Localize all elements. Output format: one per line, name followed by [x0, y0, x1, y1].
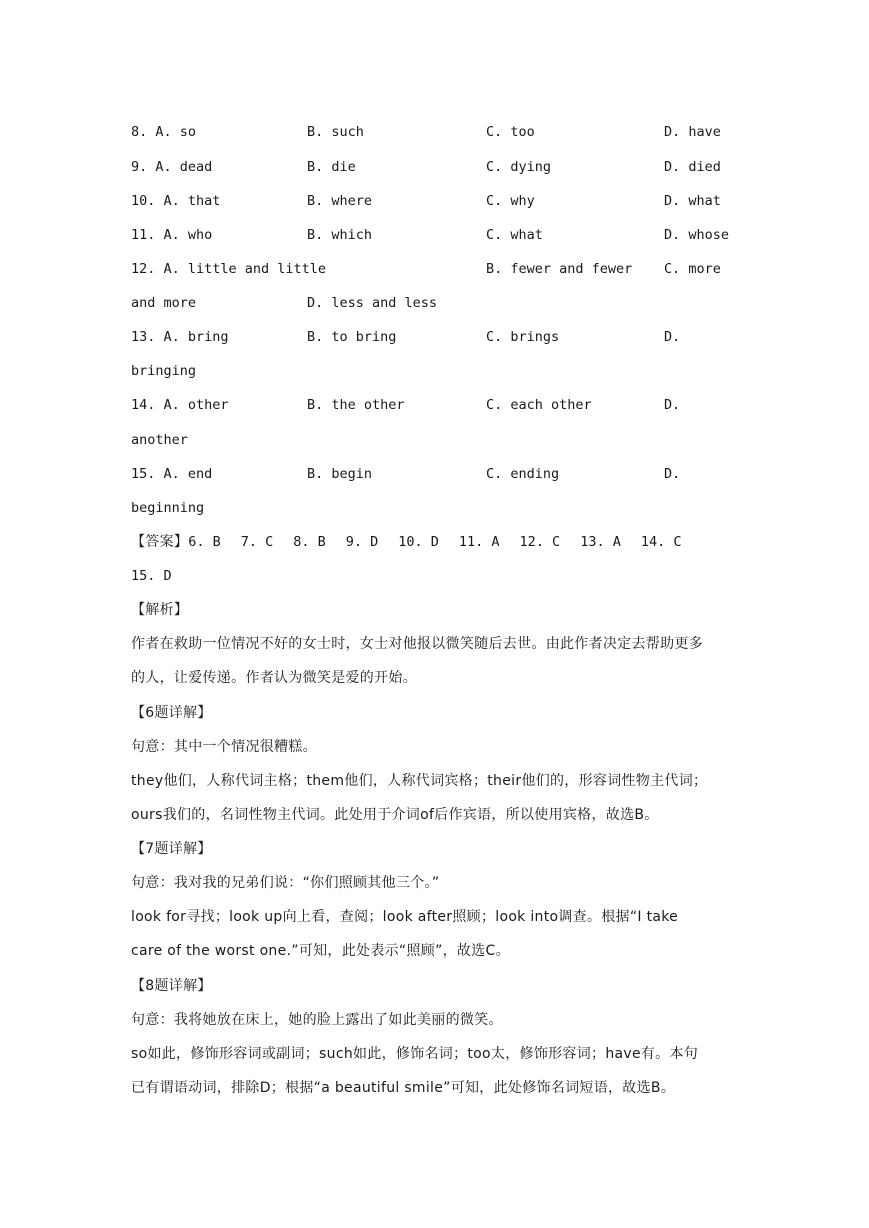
- option-q8-a: 8. A. so: [131, 124, 197, 140]
- q7-sentence-meaning: 句意：我对我的兄弟们说：“你们照顾其他三个。”: [131, 875, 440, 891]
- answer-item: 14. C: [640, 534, 682, 550]
- option-q8-d: D. have: [664, 124, 721, 140]
- q8-explanation-line: 已有谓语动词，排除D；根据“a beautiful smile”可知，此处修饰名词短语，故选B。: [131, 1080, 676, 1096]
- option-q12-d: D. less and less: [307, 295, 438, 311]
- answer-line-cont: [131, 565, 741, 587]
- option-row-q11: [131, 224, 741, 246]
- option-row-q14-cont: [131, 429, 741, 451]
- answer-item: 13. A: [580, 534, 621, 550]
- option-q10-b: B. where: [307, 193, 373, 209]
- option-row-q15: [131, 463, 741, 485]
- option-q14-b: B. the other: [307, 397, 405, 413]
- option-row-q9: [131, 156, 741, 178]
- analysis-heading: 【解析】: [131, 602, 189, 618]
- answer-item: 10. D: [398, 534, 439, 550]
- answer-line: [131, 531, 741, 553]
- answer-item: 6. B: [188, 534, 221, 550]
- q8-sentence-meaning: 句意：我将她放在床上，她的脸上露出了如此美丽的微笑。: [131, 1012, 503, 1028]
- option-q8-c: C. too: [486, 124, 535, 140]
- option-q15-d-cont: beginning: [131, 500, 205, 516]
- option-q8-b: B. such: [307, 124, 364, 140]
- analysis-text-line: 作者在救助一位情况不好的女士时，女士对他报以微笑随后去世。由此作者决定去帮助更多: [131, 636, 703, 652]
- option-q10-a: 10. A. that: [131, 193, 221, 209]
- option-q11-c: C. what: [486, 227, 543, 243]
- option-q13-d: D.: [664, 329, 681, 345]
- q8-detail-heading: 【8题详解】: [131, 978, 212, 994]
- option-row-q15-cont: [131, 497, 741, 519]
- option-q11-a: 11. A. who: [131, 227, 213, 243]
- option-q14-d-cont: another: [131, 432, 188, 448]
- option-q14-c: C. each other: [486, 397, 592, 413]
- q6-explanation-line: they他们，人称代词主格；them他们，人称代词宾格；their他们的，形容词性物主代词；: [131, 773, 708, 789]
- option-row-q8: [131, 121, 741, 143]
- option-q15-d: D.: [664, 466, 681, 482]
- option-q13-b: B. to bring: [307, 329, 397, 345]
- option-q14-d: D.: [664, 397, 681, 413]
- option-q9-a: 9. A. dead: [131, 159, 213, 175]
- q7-explanation-line: care of the worst one.”可知，此处表示“照顾”，故选C。: [131, 943, 510, 959]
- q8-explanation-line: so如此，修饰形容词或副词；such如此，修饰名词；too太，修饰形容词；have有。本句: [131, 1046, 699, 1062]
- option-q10-d: D. what: [664, 193, 721, 209]
- answer-item: 12. C: [519, 534, 561, 550]
- answer-item: 15. D: [131, 568, 172, 584]
- q6-explanation-line: ours我们的，名词性物主代词。此处用于介词of后作宾语，所以使用宾格，故选B。: [131, 807, 659, 823]
- option-row-q13-cont: [131, 360, 741, 382]
- option-q12-c-cont: and more: [131, 295, 197, 311]
- option-q10-c: C. why: [486, 193, 535, 209]
- option-q15-a: 15. A. end: [131, 466, 213, 482]
- answer-item: 7. C: [240, 534, 274, 550]
- option-q12-a: 12. A. little and little: [131, 261, 327, 277]
- option-q9-d: D. died: [664, 159, 721, 175]
- option-q15-c: C. ending: [486, 466, 560, 482]
- option-q12-b: B. fewer and fewer: [486, 261, 633, 277]
- option-q15-b: B. begin: [307, 466, 373, 482]
- option-row-q10: [131, 190, 741, 212]
- option-q9-c: C. dying: [486, 159, 552, 175]
- option-q9-b: B. die: [307, 159, 356, 175]
- analysis-text-line: 的人，让爱传递。作者认为微笑是爱的开始。: [131, 670, 417, 686]
- option-row-q14: [131, 394, 741, 416]
- q7-detail-heading: 【7题详解】: [131, 841, 212, 857]
- option-row-q12: [131, 258, 741, 280]
- option-row-q12-cont: [131, 292, 741, 314]
- answer-label: 【答案】: [131, 534, 189, 550]
- option-q11-d: D. whose: [664, 227, 730, 243]
- answer-item: 8. B: [293, 534, 326, 550]
- answer-item: 9. D: [345, 534, 379, 550]
- option-q13-a: 13. A. bring: [131, 329, 229, 345]
- answer-item: 11. A: [458, 534, 500, 550]
- q7-explanation-line: look for寻找；look up向上看，查阅；look after照顾；look into调查。根据“I take: [131, 909, 679, 925]
- q6-sentence-meaning: 句意：其中一个情况很糟糕。: [131, 739, 317, 755]
- option-q14-a: 14. A. other: [131, 397, 229, 413]
- option-q11-b: B. which: [307, 227, 373, 243]
- option-q12-c: C. more: [664, 261, 721, 277]
- option-q13-d-cont: bringing: [131, 363, 197, 379]
- option-q13-c: C. brings: [486, 329, 560, 345]
- option-row-q13: [131, 326, 741, 348]
- q6-detail-heading: 【6题详解】: [131, 705, 212, 721]
